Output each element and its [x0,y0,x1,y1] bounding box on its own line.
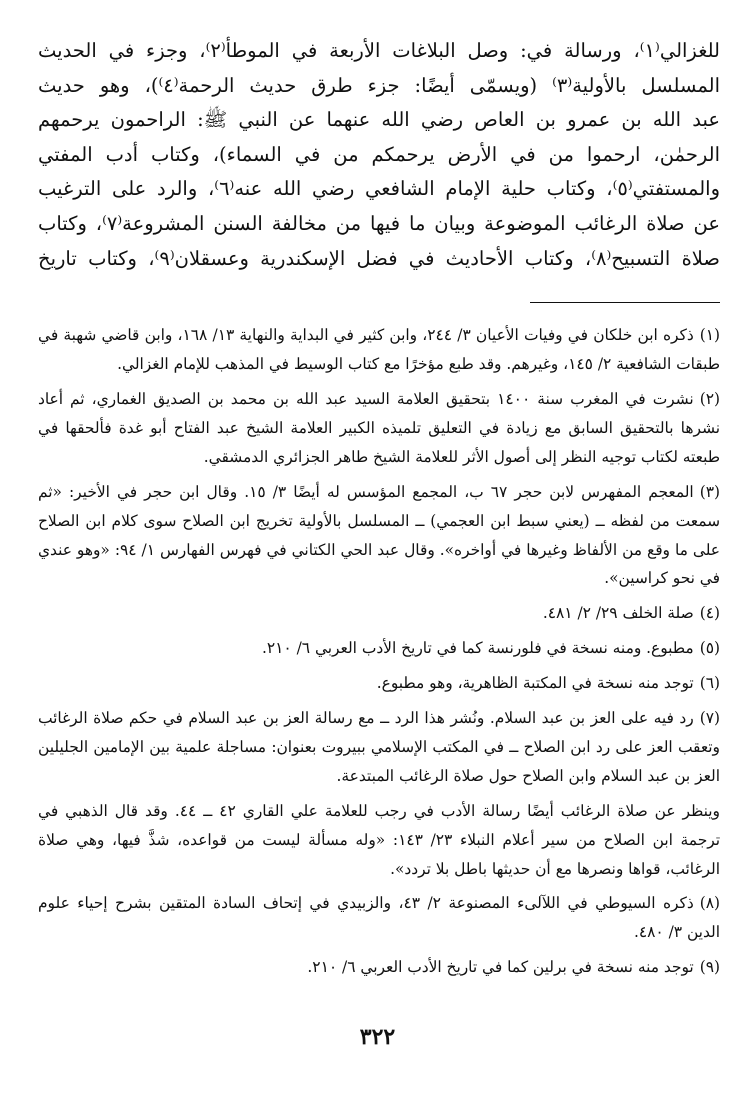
footnote-2: (٢)نشرت في المغرب سنة ١٤٠٠ بتحقيق العلامة السيد عبد الله بن محمد بن الصديق الغماري، ثم أعاد نشرها بالتحقيق السابق مع زيادة في التعليق تلميذه الكبير العلامة الشيخ عبد الفتاح أبو غدة فألحقها في طبعته لكتاب توجيه النظر إلى أصول الأثر للعلامة الشيخ طاهر الجزائري الدمشقي. [38,389,720,466]
main-line: عن صلاة الرغائب الموضوعة وبيان ما فيها من مخالفة السنن المشروعة⁽٧⁾، وكتاب [38,211,720,235]
footnote-6: (٦)توجد منه نسخة في المكتبة الظاهرية، وهو مطبوع. [376,674,720,693]
main-line: والمستفتي⁽٥⁾، وكتاب حلية الإمام الشافعي رضي الله عنه⁽٦⁾، والرد على الترغيب [38,177,720,201]
footnote-separator [530,302,720,303]
footnote-4: (٤)صلة الخلف ٢٩/ ٢/ ٤٨١. [542,604,720,623]
footnote-9: (٩)توجد منه نسخة في برلين كما في تاريخ الأدب العربي ٦/ ٢١٠. [307,958,720,977]
page-number: ٣٢٢ [359,1024,396,1050]
main-line: عبد الله بن عمرو بن العاص رضي الله عنهما عن النبي ﷺ: الراحمون يرحمهم [38,108,720,132]
footnote-3: (٣)المعجم المفهرس لابن حجر ٦٧ ب، المجمع المؤسس له أيضًا ٣/ ١٥. وقال ابن حجر في الأخير: «ثم سمعت من لفظه ــ (يعني سبط ابن العجمي) ــ المسلسل بالأولية تخريج ابن الصلاح سوى كلام ابن الصلاح على ما وقع من الألفاظ وغيرها في أواخره». وقال عبد الحي الكتاني في فهرس الفهارس ١/ ٩٤: «وهو عندي في نحو كراسين». [38,482,720,588]
footnote-7: (٧)رد فيه على العز بن عبد السلام. ونُشر هذا الرد ــ مع رسالة العز بن عبد السلام في حكم صلاة الرغائب وتعقب العز على رد ابن الصلاح ــ في المكتب الإسلامي ببيروت بعنوان: مساجلة علمية بين الإمامين الجليلين العز بن عبد السلام وابن الصلاح حول صلاة الرغائب المبتدعة. [38,709,720,785]
page [38,34,720,988]
footnote-7-continued: وينظر عن صلاة الرغائب أيضًا رسالة الأدب في رجب للعلامة علي القاري ٤٢ ــ ٤٤. وقد قال الذهبي في ترجمة ابن الصلاح من سير أعلام النبلاء ٢٣/ ١٤٣: «وله مسألة ليست من قواعده، شذَّ فيها، وهي صلاة الرغائب، قواها ونصرها مع أن حديثها باطل بلا تردد». [38,801,720,878]
footnote-8: (٨)ذكره السيوطي في اللآلىء المصنوعة ٢/ ٤٣، والزبيدي في إتحاف السادة المتقين بشرح إحياء علوم الدين ٣/ ٤٨٠. [38,894,720,942]
footnote-1: (١)ذكره ابن خلكان في وفيات الأعيان ٣/ ٢٤٤، وابن كثير في البداية والنهاية ١٣/ ١٦٨، وابن قاضي شهبة في طبقات الشافعية ٢/ ١٤٥، وغيرهم. وقد طبع مؤخرًا مع كتاب الوسيط في المذهب للإمام الغزالي. [38,326,721,374]
main-line: المسلسل بالأولية⁽٣⁾ (ويسمّى أيضًا: جزء طرق حديث الرحمة⁽٤⁾)، وهو حديث [38,73,720,97]
main-line: الرحمٰن، ارحموا من في الأرض يرحمكم من في السماء)، وكتاب أدب المفتي [38,142,720,166]
main-line: للغزالي⁽١⁾، ورسالة في: وصل البلاغات الأربعة في الموطأ⁽٢⁾، وجزء في الحديث [38,39,720,62]
main-text [38,34,720,276]
main-line: صلاة التسبيح⁽٨⁾، وكتاب الأحاديث في فضل الإسكندرية وعسقلان⁽٩⁾، وكتاب تاريخ [38,246,720,270]
footnote-5: (٥)مطبوع. ومنه نسخة في فلورنسة كما في تاريخ الأدب العربي ٦/ ٢١٠. [261,639,720,658]
footnotes [38,321,720,982]
